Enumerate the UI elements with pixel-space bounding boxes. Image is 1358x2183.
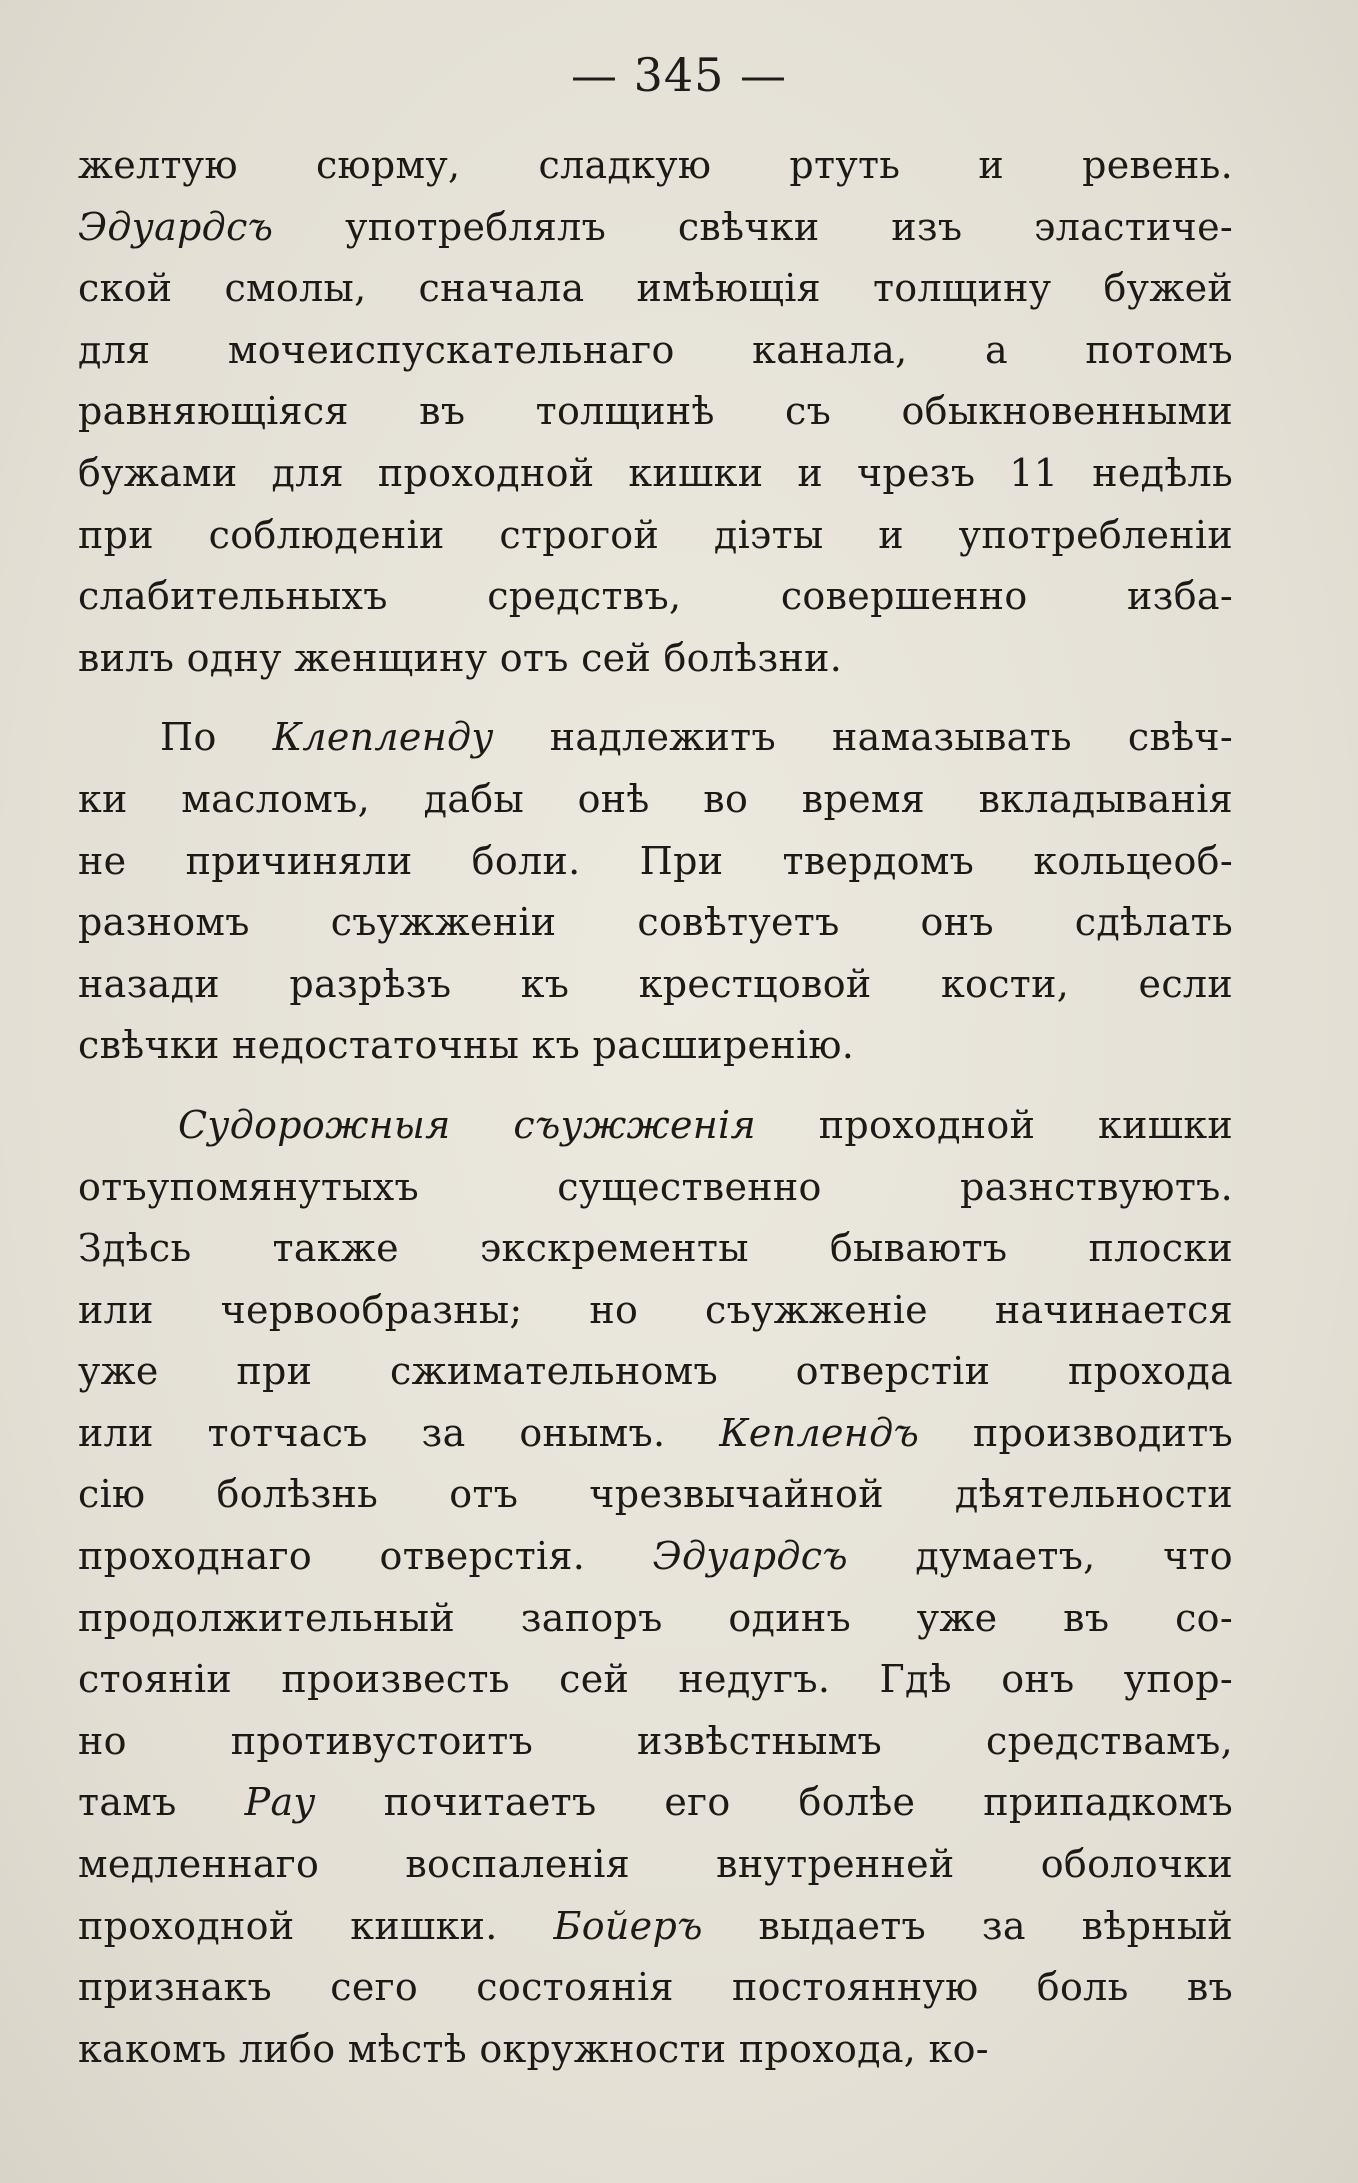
text-line bbox=[78, 892, 1233, 954]
text-run: вилъ одну женщину отъ сей болѣзни. bbox=[78, 635, 843, 680]
text-line bbox=[78, 1834, 1233, 1896]
page-number: — 345 — bbox=[570, 48, 788, 102]
text-run: равняющіяся въ толщинѣ съ обыкновенными bbox=[78, 389, 1233, 434]
text-run: тамъ bbox=[78, 1780, 245, 1825]
text-run: выдаетъ за вѣрный bbox=[702, 1903, 1233, 1948]
paragraph-2 bbox=[78, 707, 1233, 1077]
text-run: не причиняли боли. При твердомъ кольцеоб- bbox=[78, 838, 1233, 883]
text-line bbox=[78, 320, 1233, 382]
text-run: Здѣсь также экскременты бываютъ плоски bbox=[78, 1226, 1233, 1271]
text-run: почитаетъ его болѣе припадкомъ bbox=[315, 1780, 1233, 1825]
text-line bbox=[78, 1341, 1233, 1403]
text-line bbox=[78, 1588, 1233, 1650]
text-line bbox=[78, 381, 1233, 443]
text-run: продолжительный запоръ одинъ уже въ со- bbox=[78, 1595, 1233, 1640]
italic-name: Эдуардсъ bbox=[652, 1534, 848, 1579]
italic-name: Кеплендъ bbox=[719, 1410, 920, 1455]
text-line bbox=[78, 769, 1233, 831]
text-run: при соблюденіи строгой діэты и употребленіи bbox=[78, 512, 1233, 557]
italic-name: Рау bbox=[244, 1780, 316, 1825]
text-line bbox=[78, 1218, 1233, 1280]
text-run: употреблялъ свѣчки изъ эластиче- bbox=[273, 204, 1233, 249]
text-run: признакъ сего состоянія постоянную боль въ bbox=[78, 1965, 1233, 2010]
text-line bbox=[78, 1957, 1233, 2019]
text-run: или червообразны; но съужженіе начинается bbox=[78, 1287, 1233, 1332]
text-line bbox=[78, 135, 1233, 197]
text-run: проходной кишки. bbox=[78, 1903, 554, 1948]
text-run: бужами для проходной кишки и чрезъ 11 недѣль bbox=[78, 450, 1233, 495]
body-text bbox=[78, 135, 1233, 2080]
text-line bbox=[78, 443, 1233, 505]
text-line bbox=[78, 197, 1233, 259]
text-run: По bbox=[160, 715, 273, 760]
text-run: стояніи произвесть сей недугъ. Гдѣ онъ упор- bbox=[78, 1657, 1233, 1702]
text-line bbox=[78, 954, 1233, 1016]
text-line bbox=[78, 1464, 1233, 1526]
text-line bbox=[78, 1157, 1233, 1219]
text-run: разномъ съужженіи совѣтуетъ онъ сдѣлать bbox=[78, 900, 1233, 945]
paragraph-gap bbox=[78, 689, 1233, 707]
italic-name: Клепленду bbox=[272, 715, 494, 760]
text-run: назади разрѣзъ къ крестцовой кости, если bbox=[78, 961, 1233, 1006]
paragraph-3 bbox=[78, 1095, 1233, 2081]
italic-name: Эдуардсъ bbox=[78, 204, 274, 249]
text-line bbox=[78, 1649, 1233, 1711]
text-line bbox=[78, 628, 1233, 690]
text-run: для мочеиспускательнаго канала, а потомъ bbox=[78, 327, 1233, 372]
text-line bbox=[78, 707, 1233, 769]
text-line bbox=[78, 1896, 1233, 1958]
text-run: или тотчасъ за онымъ. bbox=[78, 1410, 720, 1455]
text-line bbox=[78, 1526, 1233, 1588]
text-run: какомъ либо мѣстѣ окружности прохода, ко- bbox=[78, 2026, 989, 2071]
text-run: проходнаго отверстія. bbox=[78, 1534, 653, 1579]
text-line bbox=[78, 1095, 1233, 1157]
text-line bbox=[78, 1280, 1233, 1342]
text-run: свѣчки недостаточны къ расширенію. bbox=[78, 1023, 855, 1068]
text-run: сію болѣзнь отъ чрезвычайной дѣятельности bbox=[78, 1472, 1233, 1517]
text-run: думаетъ, что bbox=[847, 1534, 1233, 1579]
text-run: медленнаго воспаленія внутренней оболочки bbox=[78, 1842, 1233, 1887]
text-run: желтую сюрму, сладкую ртуть и ревень. bbox=[78, 143, 1233, 187]
text-run: проходной кишки bbox=[755, 1102, 1233, 1147]
text-run: производитъ bbox=[919, 1410, 1233, 1455]
italic-name: Бойеръ bbox=[553, 1903, 703, 1948]
text-run: надлежитъ намазывать свѣч- bbox=[493, 715, 1233, 760]
text-line bbox=[78, 1015, 1233, 1077]
text-run: но противустоитъ извѣстнымъ средствамъ, bbox=[78, 1718, 1233, 1763]
text-run: уже при сжимательномъ отверстіи прохода bbox=[78, 1349, 1233, 1394]
text-run: ской смолы, сначала имѣющія толщину бужей bbox=[78, 266, 1233, 311]
text-line bbox=[78, 566, 1233, 628]
text-run: ки масломъ, дабы онѣ во время вкладыванія bbox=[78, 776, 1233, 821]
text-line bbox=[78, 1403, 1233, 1465]
text-run: слабительныхъ средствъ, совершенно изба- bbox=[78, 574, 1233, 619]
text-line bbox=[78, 2019, 1233, 2081]
text-line bbox=[78, 831, 1233, 893]
paragraph-1 bbox=[78, 135, 1233, 689]
paragraph-gap bbox=[78, 1077, 1233, 1095]
italic-name: Судорожныя съужженія bbox=[178, 1102, 756, 1147]
text-line bbox=[78, 505, 1233, 567]
text-line bbox=[78, 258, 1233, 320]
text-run: отъупомянутыхъ существенно разнствуютъ. bbox=[78, 1164, 1233, 1209]
text-line bbox=[78, 1772, 1233, 1834]
text-line bbox=[78, 1711, 1233, 1773]
